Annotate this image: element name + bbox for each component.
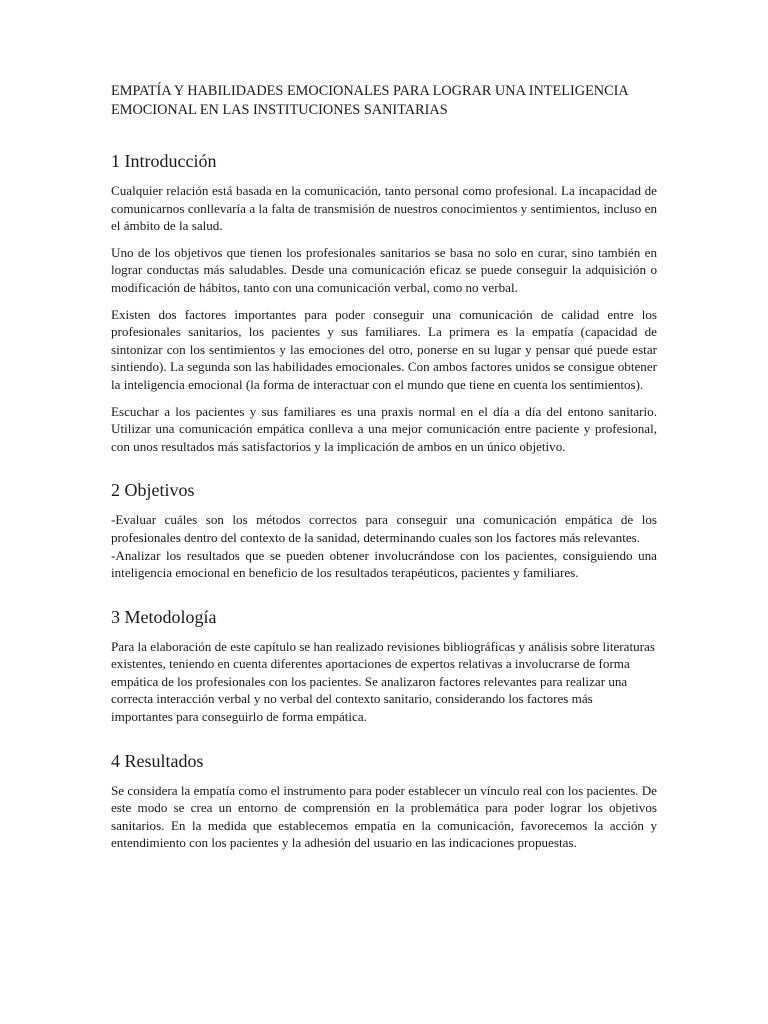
paragraph: Se considera la empatía como el instrumento para poder establecer un vínculo real con los pacientes. De este modo se crea un entorno de comprensión en la problemática para poder lograr los objetivos sanitarios. En la medida que establecemos empatía en la comunicación, favorecemos la acción y entendimiento con los pacientes y la adhesión del usuario en las indicaciones propuestas. [111, 782, 657, 851]
paragraph: Cualquier relación está basada en la comunicación, tanto personal como profesional. La incapacidad de comunicarnos conllevaría a la falta de transmisión de nuestros conocimientos y sentimientos, incluso en el ámbito de la salud. [111, 183, 657, 234]
section-heading: 2 Objetivos [111, 480, 195, 501]
document-page [111, 82, 657, 861]
paragraph: Uno de los objetivos que tienen los profesionales sanitarios se basa no solo en curar, sino también en lograr conductas más saludables. Desde una comunicación eficaz se puede conseguir la adquisición o modificación de hábitos, tanto con una comunicación verbal, como no verbal. [111, 244, 657, 295]
section-resultados [111, 750, 657, 852]
paragraph: Para la elaboración de este capítulo se han realizado revisiones bibliográficas y análisis sobre literaturas existentes, teniendo en cuenta diferentes aportaciones de expertos relativas a involucrarse de forma empática de los profesionales con los pacientes. Se analizaron factores relevantes para realizar una correcta interacción verbal y no verbal del contexto sanitario, considerando los factores más importantes para conseguirlo de forma empática. [111, 638, 655, 725]
section-heading: 4 Resultados [111, 750, 204, 771]
section-heading: 3 Metodología [111, 606, 217, 627]
section-heading: 1 Introducción [111, 151, 217, 171]
paragraph: -Evaluar cuáles son los métodos correctos para conseguir una comunicación empática de los profesionales dentro del contexto de la sanidad, determinando cuales son los factores más relevantes. [111, 512, 657, 545]
paragraph: Escuchar a los pacientes y sus familiares es una praxis normal en el día a día del entono sanitario. Utilizar una comunicación empática conlleva a una mejor comunicación entre paciente y profesional, con unos resultados más satisfactorios y la implicación de ambos en un único objetivo. [111, 403, 657, 454]
section-metodologia [111, 606, 657, 726]
section-introduccion [111, 150, 657, 455]
paragraph: Existen dos factores importantes para poder conseguir una comunicación de calidad entre los profesionales sanitarios, los pacientes y sus familiares. La primera es la empatía (capacidad de sintonizar con los sentimientos y las emociones del otro, ponerse en su lugar y pensar qué puede estar sintiendo). La segunda son las habilidades emocionales. Con ambos factores unidos se consigue obtener la inteligencia emocional (la forma de interactuar con el mundo que tiene en cuenta los sentimientos). [111, 306, 657, 392]
document-title: EMPATÍA Y HABILIDADES EMOCIONALES PARA LOGRAR UNA INTELIGENCIA EMOCIONAL EN LAS INSTITUCIONES SANITARIAS [111, 83, 628, 118]
section-objetivos [111, 479, 657, 581]
paragraph: -Analizar los resultados que se pueden obtener involucrándose con los pacientes, consiguiendo una inteligencia emocional en beneficio de los resultados terapéuticos, pacientes y familiares. [111, 547, 657, 581]
